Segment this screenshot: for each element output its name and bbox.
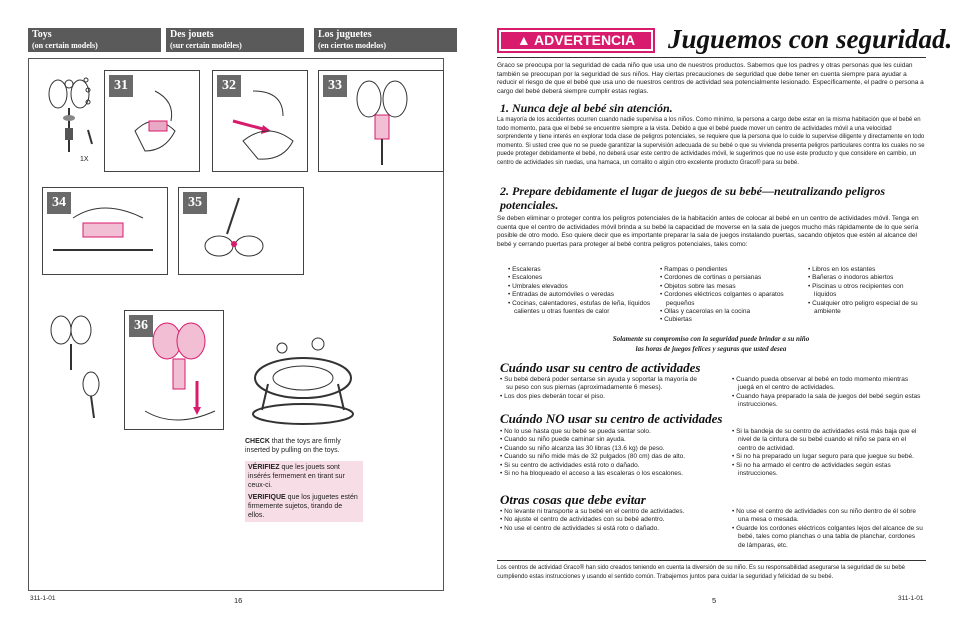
bullet-item: • Bañeras o inodoros abiertos — [808, 274, 894, 282]
toy-illustration-left — [36, 310, 116, 420]
step-panel-36 — [124, 310, 224, 430]
activity-center-illustration — [248, 318, 358, 428]
bullet-item: • Cuando su niño puede caminar sin ayuda. — [500, 436, 626, 444]
bullet-item: • Si no ha bloqueado el acceso a las escaleras o los escalones. — [500, 470, 683, 478]
warning-icon: ▲ — [516, 32, 535, 48]
bullet-item: • Si su centro de actividades está roto o dañado. — [500, 461, 640, 469]
section-2-text: Se deben eliminar o proteger contra los peligros potenciales de la habitación antes de colocar al bebé en un centro de actividades móvil. Tenga en cuenta que el centro de actividades móvil brinda a su bebé la capacidad de moverse en la sala de juegos mucho más rápidamente de lo que sería posible de otro modo. Eso quiere decir que es importante preparar la sala de juegos instalando puertas, sacando objetos que estén al alcance del bebé y cerrando puertas para proteger al bebé contra peligros potenciales, tales como: — [497, 215, 919, 248]
hazard-list-2 — [660, 266, 790, 325]
step-number: 31 — [109, 75, 133, 97]
footer-divider — [497, 560, 926, 561]
other-title: Otras cosas que debe evitar — [500, 492, 646, 507]
bullet-item: • Rampas o pendientes — [660, 266, 728, 273]
bullet-item: • No use el centro de actividades con su niño dentro de él sobre una mesa o mesada. — [732, 508, 917, 524]
note-check-fr: VÉRIFIEZ que les jouets sont insérés fermement en tirant sur ceux-ci. — [245, 461, 363, 492]
step-number: 33 — [323, 75, 347, 97]
bullet-item: • No lo use hasta que su bebé se pueda sentar solo. — [500, 428, 651, 435]
bullet-item: • No ajuste el centro de actividades con su bebé adentro. — [500, 516, 665, 524]
bullet-item: • Cubiertas — [660, 316, 692, 324]
code-right: 311-1-01 — [898, 595, 924, 602]
bullet-item: • Cocinas, calentadores, estufas de leña, líquidos calientes u otras fuentes de calor — [508, 299, 651, 316]
bullet-item: • Los dos pies deberán tocar el piso. — [500, 392, 605, 400]
footer-note: Los centros de actividad Graco® han sido creados teniendo en cuenta la diversión de su niño. Es su responsabilidad asegurarse la seguridad de su bebé cumpliendo estas instrucciones y usando el sentido común. Trabajemos juntos para cuidar la seguridad y felicidad de su bebé. — [497, 565, 906, 580]
step-panel-31 — [104, 70, 200, 172]
bullet-item: • Si no ha preparado un lugar seguro para que juegue su bebé. — [732, 453, 914, 461]
step-number: 32 — [217, 75, 241, 97]
section-1-title: 1. Nunca deje al bebé sin atención. — [500, 101, 673, 115]
bullet-item: • No levante ni transporte a su bebé en el centro de actividades. — [500, 508, 685, 515]
bullet-item: • Cordones de cortinas o persianas — [660, 274, 762, 282]
bullet-item: • Cordones eléctricos colgantes o aparatos pequeños — [660, 291, 784, 307]
bullet-item: • Entradas de automóviles o veredas — [508, 291, 614, 299]
when-not-title: Cuándo NO usar su centro de actividades — [500, 411, 723, 426]
when-use-title: Cuándo usar su centro de actividades — [500, 360, 701, 375]
when-not-list-right — [732, 428, 924, 478]
bullet-item: • Escalones — [508, 274, 543, 282]
when-use-list-left — [500, 376, 700, 401]
note-check-es: VERIFIQUE que los juguetes estén firmemente sujetos, tirando de ellos. — [245, 491, 363, 522]
step-number: 34 — [47, 192, 71, 214]
step-panel-32 — [212, 70, 308, 172]
bullet-item: • Su bebé deberá poder sentarse sin ayuda y soportar la mayoría de su peso con sus piernas (aproximadamente 6 meses). — [500, 376, 698, 392]
header-toys: Toys (on certain models) — [28, 28, 161, 52]
step-number: 35 — [183, 192, 207, 214]
divider — [497, 57, 926, 58]
bullet-item: • Guarde los cordones eléctricos colgantes lejos del alcance de su bebé, tales como planchas o una tabla de planchar, cordones de lámparas, etc. — [732, 524, 923, 549]
code-left: 311-1-01 — [30, 595, 56, 602]
bullet-item: • No use el centro de actividades si está roto o dañado. — [500, 524, 660, 532]
bullet-item: • Si no ha armado el centro de actividades según estas instrucciones. — [732, 461, 891, 478]
bullet-item: • Cuando haya preparado la sala de juegos del bebé según estas instrucciones. — [732, 392, 921, 409]
when-use-list-right — [732, 376, 924, 410]
warning-badge: ▲ ADVERTENCIA — [497, 28, 655, 53]
step-panel-35 — [178, 187, 304, 275]
step-panel-33 — [318, 70, 444, 172]
header-los-juguetes: Los juguetes (en ciertos modelos) — [314, 28, 457, 52]
bullet-item: • Objetos sobre las mesas — [660, 282, 736, 290]
bullet-item: • Piscinas u otros recipientes con líquidos — [808, 282, 904, 299]
bullet-item: • Ollas y cacerolas en la cocina — [660, 308, 751, 316]
note-check-en: CHECK that the toys are firmly inserted by pulling on the toys. — [245, 438, 341, 454]
bullet-item: • Cuando su niño mide más de 32 pulgados (80 cm) das de alto. — [500, 453, 686, 461]
toy-parts-illustration — [36, 72, 100, 172]
step-number: 36 — [129, 315, 153, 337]
quantity-label: 1X — [80, 156, 89, 163]
bullet-item: • Umbrales elevados — [508, 282, 568, 290]
other-list-right — [732, 508, 924, 550]
when-not-list-left — [500, 428, 728, 478]
bullet-item: • Cuando pueda observar al bebé en todo momento mientras juegá en el centro de actividades. — [732, 376, 909, 392]
bullet-item: • Escaleras — [508, 266, 541, 273]
commitment-text: Solamente su compromiso con la seguridad puede brindar a su niño las horas de juegos felices y seguras que usted desea — [612, 335, 810, 353]
bullet-item: • Libros en los estantes — [808, 266, 876, 273]
page-title: Juguemos con seguridad. — [668, 24, 953, 54]
bullet-item: • Cualquier otro peligro especial de su ambiente — [808, 299, 918, 316]
other-list-left — [500, 508, 728, 533]
page-number-right: 5 — [712, 596, 717, 605]
bullet-item: • Cuando su niño alcanza las 30 libras (13.6 kg) de peso. — [500, 444, 665, 452]
intro-text: Graco se preocupa por la seguridad de cada niño que usa uno de nuestros productos. Sabemos que los padres y otras personas que les cuidan también se preocupan por la seguridad de sus niños. Hay ciertas precauciones de seguridad que debe tener en cuenta siempre para ayudar a reducir el riesgo de que el bebé que usa uno de nuestros centros de actividad sea potencialmente lesionado. Específicamente, el padre o persona a cargo del bebé deberá siempre cumplir estas reglas. — [497, 62, 924, 95]
section-2-title: 2. Prepare debidamente el lugar de juegos de su bebé—neutralizando peligros potenciales. — [500, 184, 885, 212]
step-panel-34 — [42, 187, 168, 275]
bullet-item: • Si la bandeja de su centro de actividades está más baja que el nivel de la cintura de su bebé cuando el niño se para en el centro de actividad. — [732, 428, 917, 452]
page-number-left: 16 — [234, 596, 243, 605]
section-1-text: La mayoría de los accidentes ocurren cuando nadie supervisa a los niños. Como mínimo, la persona a cargo debe estar en la misma habitación que el bebé en todo momento, para que el bebé se encuentre siempre a la vista. Debido a que el bebé puede mover un centro de actividades móvil a una velocidad sorprendente y tiene interés en explorar toda clase de peligros potenciales, se requiere que la persona que lo cuide lo supervise diligente y directamente en todo momento. Si usted cree que no se puede garantizar la supervisión adecuada de su bebé o que su vivienda presenta peligros particulares contra los cuales no se puede proteger debidamente el bebé, no deberá usar este centro de actividades móvil, le sugerimos que no use este producto y que considere en cambio, un centro de actividades sin ruedas, una hamaca, un corralito o algún otro excelente producto Graco® para su bebé. — [497, 117, 925, 166]
hazard-list-1 — [508, 266, 668, 316]
header-des-jouets: Des jouets (sur certain modèles) — [166, 28, 304, 52]
hazard-list-3 — [808, 266, 924, 316]
